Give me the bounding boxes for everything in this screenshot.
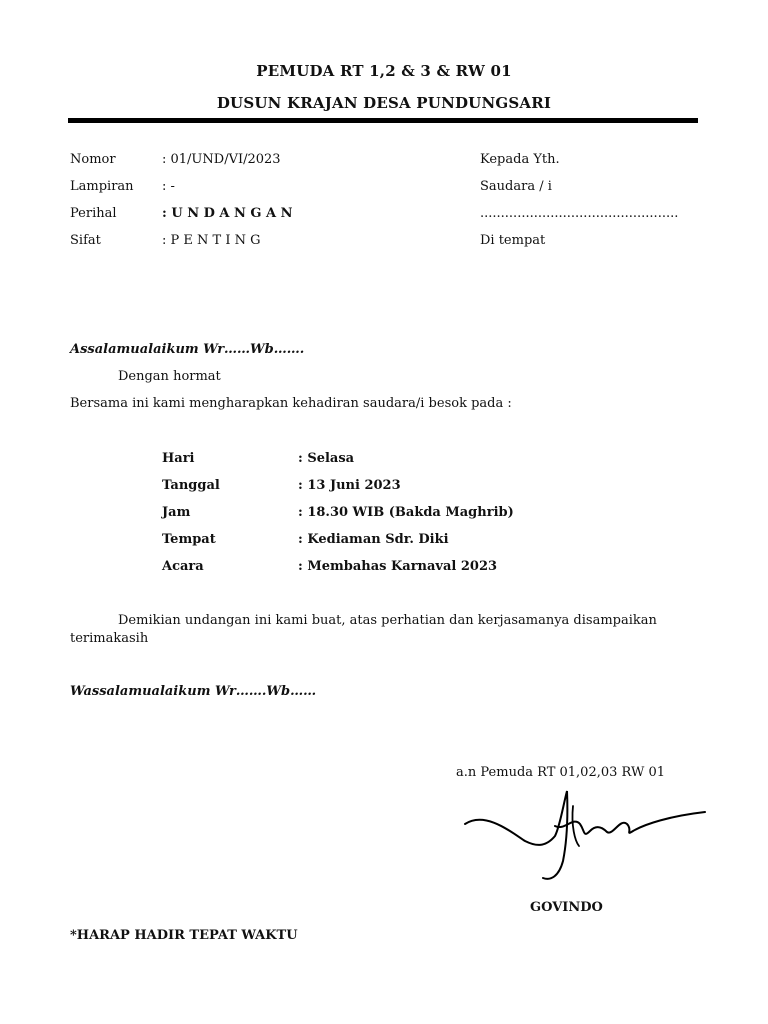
detail-value-hari: : Selasa <box>298 451 355 466</box>
signature-name: GOVINDO <box>530 900 603 915</box>
meta-value-lampiran: : - <box>162 179 175 194</box>
salutation: Dengan hormat <box>118 369 221 384</box>
meta-value-nomor: : 01/UND/VI/2023 <box>162 152 281 167</box>
detail-label-tempat: Tempat <box>162 532 216 547</box>
recipient-line-4: Di tempat <box>480 233 546 248</box>
detail-label-acara: Acara <box>162 559 204 574</box>
handwritten-signature <box>455 786 715 886</box>
recipient-line-2: Saudara / i <box>480 179 552 194</box>
meta-label-perihal: Perihal <box>70 206 117 221</box>
meta-value-sifat: : P E N T I N G <box>162 233 261 248</box>
detail-label-hari: Hari <box>162 451 195 466</box>
meta-value-perihal: : U N D A N G A N <box>162 206 293 221</box>
detail-label-tanggal: Tanggal <box>162 478 220 493</box>
detail-label-jam: Jam <box>162 505 191 520</box>
meta-label-nomor: Nomor <box>70 152 116 167</box>
detail-value-tanggal: : 13 Juni 2023 <box>298 478 401 493</box>
meta-label-lampiran: Lampiran <box>70 179 134 194</box>
farewell: Wassalamualaikum Wr…….Wb…… <box>70 684 317 699</box>
recipient-line-1: Kepada Yth. <box>480 152 560 167</box>
greeting: Assalamualaikum Wr……Wb……. <box>70 342 305 357</box>
detail-value-acara: : Membahas Karnaval 2023 <box>298 559 498 574</box>
intro-text: Bersama ini kami mengharapkan kehadiran saudara/i besok pada : <box>70 396 512 411</box>
closing-text-line-1: Demikian undangan ini kami buat, atas perhatian dan kerjasamanya disampaikan <box>118 613 657 628</box>
meta-label-sifat: Sifat <box>70 233 101 248</box>
recipient-line-3: ................................................ <box>480 206 679 221</box>
detail-value-jam: : 18.30 WIB (Bakda Maghrib) <box>298 505 514 520</box>
header-subtitle: DUSUN KRAJAN DESA PUNDUNGSARI <box>216 94 552 112</box>
header-divider <box>68 118 698 123</box>
detail-value-tempat: : Kediaman Sdr. Diki <box>298 532 449 547</box>
signature-on-behalf: a.n Pemuda RT 01,02,03 RW 01 <box>456 765 666 780</box>
header-title: PEMUDA RT 1,2 & 3 & RW 01 <box>256 62 512 80</box>
attendance-note: *HARAP HADIR TEPAT WAKTU <box>70 928 298 943</box>
closing-text-line-2: terimakasih <box>70 631 149 646</box>
